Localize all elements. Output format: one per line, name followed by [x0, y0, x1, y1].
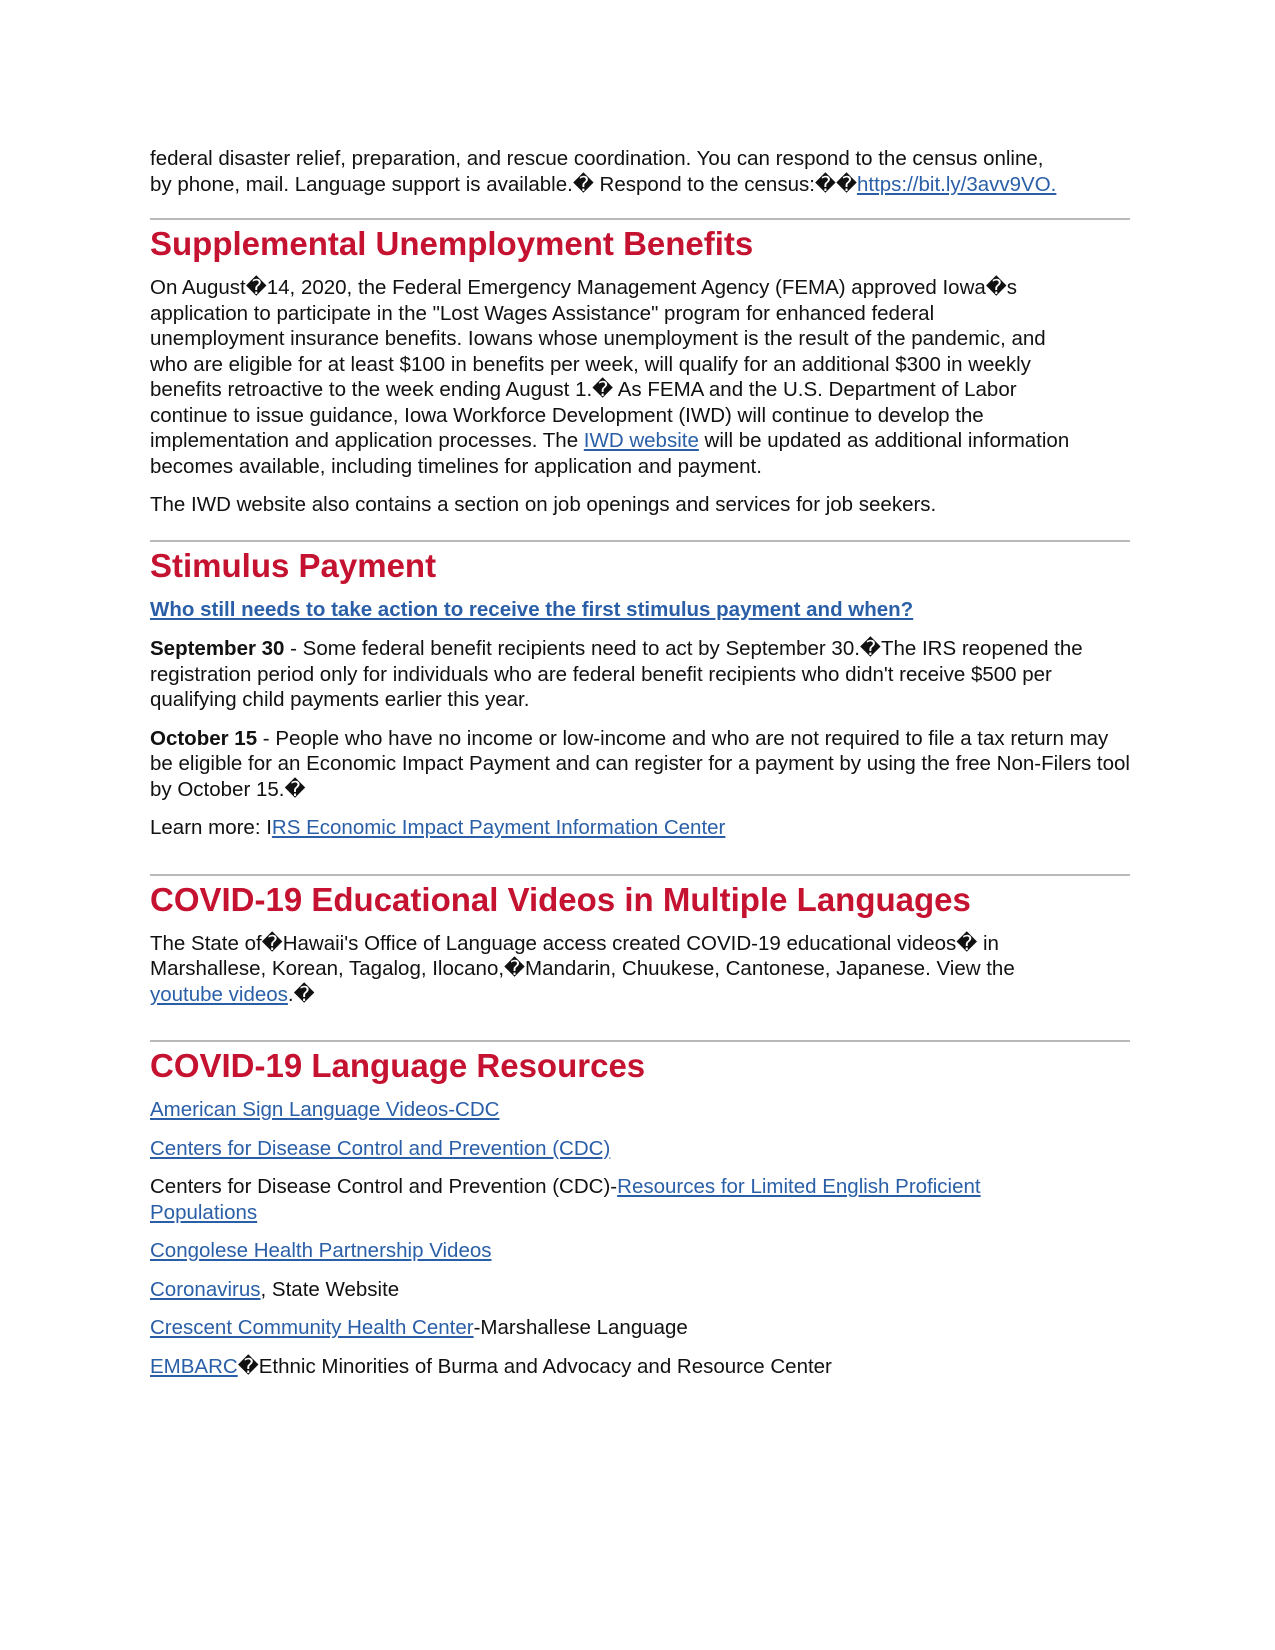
unemployment-paragraph	[150, 275, 1070, 479]
iwd-website-link[interactable]: IWD website	[583, 429, 699, 452]
coronavirus-suffix: , State Website	[260, 1277, 400, 1301]
learn-more-label: Learn more: I	[150, 816, 272, 839]
embarc-suffix: �Ethnic Minorities of Burma and Advocacy and Resource Center	[237, 1354, 832, 1378]
videos-text-before: The State of�Hawaii's Office of Language access created COVID-19 educational videos� in Marshallese, Korean, Tagalog, Ilocano,�Mandarin, Chuukese, Cantonese, Japanese. View the	[150, 931, 1015, 980]
stimulus-question-paragraph	[150, 597, 1130, 623]
resource-item	[150, 1277, 1130, 1303]
october-paragraph	[150, 726, 1130, 803]
resource-item	[150, 1354, 1130, 1380]
coronavirus-link[interactable]: Coronavirus	[150, 1277, 261, 1301]
irs-info-center-link[interactable]: RS Economic Impact Payment Information Center	[271, 816, 726, 839]
embarc-link[interactable]: EMBARC	[150, 1354, 238, 1378]
congolese-videos-link[interactable]: Congolese Health Partnership Videos	[150, 1239, 492, 1262]
section-divider	[150, 1040, 1130, 1042]
stimulus-question-link[interactable]: Who still needs to take action to receive the first stimulus payment and when?	[150, 597, 914, 621]
october-label: October 15	[150, 726, 258, 750]
iwd-jobs-paragraph: The IWD website also contains a section on job openings and services for job seekers.	[150, 493, 937, 516]
videos-section-title: COVID-19 Educational Videos in Multiple Languages	[150, 880, 971, 918]
intro-line-2: by phone, mail. Language support is available.� Respond to the census:��	[150, 172, 857, 196]
resource-item	[150, 1136, 1130, 1162]
intro-line-1: federal disaster relief, preparation, and rescue coordination. You can respond to the census online,	[150, 147, 1044, 170]
asl-videos-link[interactable]: American Sign Language Videos-CDC	[150, 1098, 500, 1121]
census-link[interactable]: https://bit.ly/3avv9VO.	[856, 172, 1057, 196]
september-paragraph	[150, 636, 1130, 713]
cdc-link[interactable]: Centers for Disease Control and Prevention (CDC)	[150, 1136, 611, 1160]
videos-paragraph	[150, 931, 1050, 1008]
resource-item	[150, 1238, 1130, 1264]
crescent-suffix: -Marshallese Language	[473, 1316, 688, 1339]
unemployment-text-after: will be updated as additional information becomes available, including timelines for application and payment.	[150, 429, 1070, 478]
videos-text-after: .�	[287, 982, 315, 1006]
learn-more-paragraph	[150, 815, 1130, 841]
section-divider	[150, 874, 1130, 876]
october-text: - People who have no income or low-income and who are not required to file a tax return may be eligible for an Economic Impact Payment and can register for a payment by using the free Non-Filers tool by October 15.�	[150, 726, 1130, 801]
september-label: September 30	[150, 637, 285, 660]
september-text: - Some federal benefit recipients need to act by September 30.�The IRS reopened the registration period only for individuals who are federal benefit recipients who didn't receive $500 per qualifying child payments earlier this year.	[150, 637, 1083, 711]
section-divider	[150, 218, 1130, 220]
stimulus-section-title: Stimulus Payment	[150, 546, 437, 584]
youtube-videos-link[interactable]: youtube videos	[150, 982, 288, 1006]
language-resources-section-title: COVID-19 Language Resources	[150, 1047, 646, 1084]
crescent-health-link[interactable]: Crescent Community Health Center	[150, 1316, 474, 1339]
section-divider	[150, 540, 1130, 542]
unemployment-section-title: Supplemental Unemployment Benefits	[150, 225, 754, 262]
resource-item	[150, 1097, 1130, 1123]
newsletter-page	[150, 146, 1130, 1379]
resource-item	[150, 1315, 1130, 1341]
cdc-lep-link[interactable]: Resources for Limited English Proficient Populations	[150, 1175, 981, 1224]
unemployment-text-before: On August�14, 2020, the Federal Emergency Management Agency (FEMA) approved Iowa�s application to participate in the "Lost Wages Assistance" program for enhanced federal unemployment insurance benefits. Iowans whose unemployment is the result of the pandemic, and who are eligible for at least $100 in benefits per week, will qualify for an additional $300 in weekly benefits retroactive to the week ending August 1.� As FEMA and the U.S. Department of Labor continue to issue guidance, Iowa Workforce Development (IWD) will continue to develop the implementation and application processes. The	[150, 276, 1046, 452]
intro-paragraph	[150, 146, 1130, 197]
cdc-lep-prefix: Centers for Disease Control and Prevention (CDC)-	[150, 1175, 618, 1198]
resource-item	[150, 1174, 1010, 1225]
